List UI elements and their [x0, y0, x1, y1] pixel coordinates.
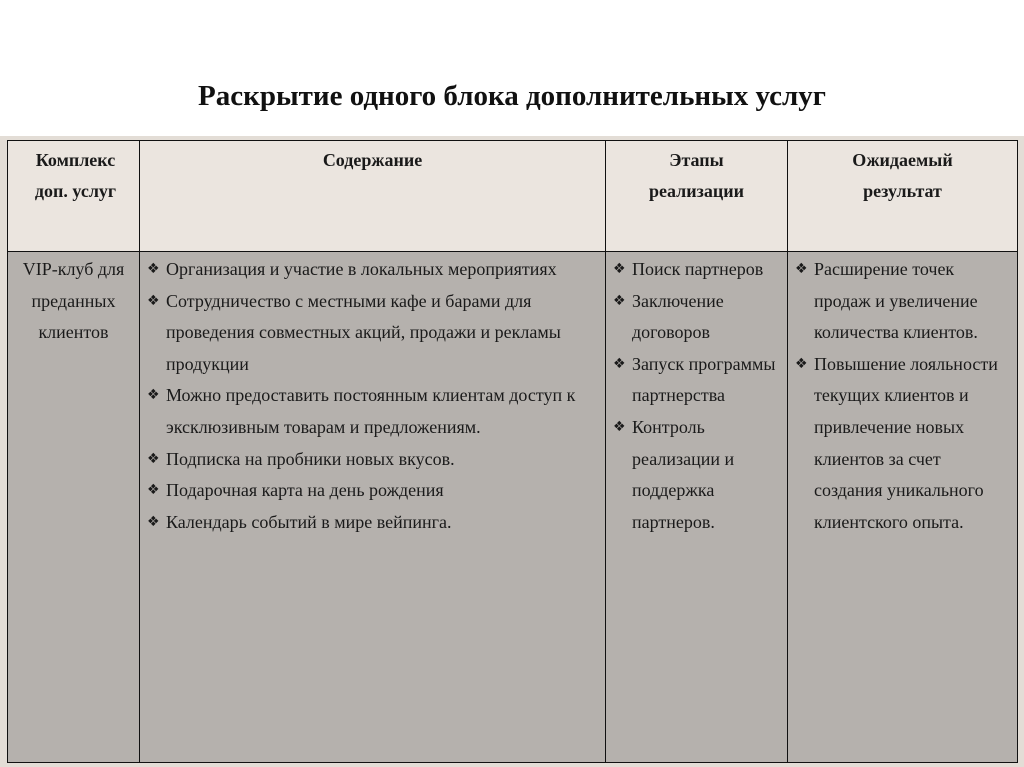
list-item — [613, 412, 781, 538]
header-content: Содержание — [140, 141, 606, 252]
diamond-bullet-icon: ❖ — [613, 355, 626, 372]
table-row — [8, 252, 1018, 763]
services-table — [7, 140, 1018, 763]
diamond-bullet-icon: ❖ — [613, 261, 626, 277]
list-item-text: Повышение лояльности текущих клиентов и привлечение новых клиентов за счет создания уникального клиентского опыта. — [814, 353, 998, 532]
diamond-bullet-icon: ❖ — [147, 513, 160, 530]
stages-list — [606, 254, 787, 538]
header-result: Ожидаемый результат — [788, 141, 1018, 252]
list-item — [147, 254, 599, 286]
page-title: Раскрытие одного блока дополнительных услуг — [198, 80, 826, 112]
list-item — [795, 254, 1011, 349]
diamond-bullet-icon: ❖ — [147, 261, 160, 277]
diamond-bullet-icon: ❖ — [613, 418, 626, 435]
list-item — [147, 286, 599, 381]
list-item — [613, 349, 781, 412]
diamond-bullet-icon: ❖ — [147, 387, 160, 404]
cell-content — [140, 252, 606, 763]
list-item — [147, 444, 599, 476]
list-item-text: Расширение точек продаж и увеличение количества клиентов. — [814, 259, 978, 343]
list-item-text: Контроль реализации и поддержка партнеров. — [632, 416, 735, 532]
list-item — [613, 286, 781, 349]
list-item — [147, 507, 599, 539]
cell-complex: VIP-клуб для преданных клиентов — [8, 252, 140, 763]
list-item — [147, 475, 599, 507]
list-item-text: Запуск программы партнерства — [632, 353, 776, 406]
cell-result — [788, 252, 1018, 763]
diamond-bullet-icon: ❖ — [795, 355, 808, 372]
list-item-text: Можно предоставить постоянным клиентам доступ к эксклюзивным товарам и предложениям. — [166, 385, 576, 437]
header-complex: Комплекс доп. услуг — [8, 141, 140, 252]
list-item — [147, 380, 599, 443]
diamond-bullet-icon: ❖ — [147, 292, 160, 309]
diamond-bullet-icon: ❖ — [795, 261, 808, 277]
cell-stages — [606, 252, 788, 763]
result-list — [788, 254, 1017, 538]
content-list — [140, 254, 605, 538]
list-item-text: Поиск партнеров — [632, 259, 764, 279]
list-item — [613, 254, 781, 286]
list-item-text: Заключение договоров — [632, 290, 724, 343]
list-item-text: Календарь событий в мире вейпинга. — [166, 511, 452, 532]
table-header-row — [8, 141, 1018, 252]
diamond-bullet-icon: ❖ — [613, 292, 626, 309]
list-item — [795, 349, 1011, 539]
list-item-text: Сотрудничество с местными кафе и барами для проведения совместных акций, продажи и рекламы продукции — [166, 290, 561, 374]
list-item-text: Организация и участие в локальных мероприятиях — [166, 259, 557, 279]
header-stages: Этапы реализации — [606, 141, 788, 252]
list-item-text: Подарочная карта на день рождения — [166, 480, 444, 501]
diamond-bullet-icon: ❖ — [147, 482, 160, 499]
diamond-bullet-icon: ❖ — [147, 450, 160, 467]
list-item-text: Подписка на пробники новых вкусов. — [166, 448, 455, 469]
